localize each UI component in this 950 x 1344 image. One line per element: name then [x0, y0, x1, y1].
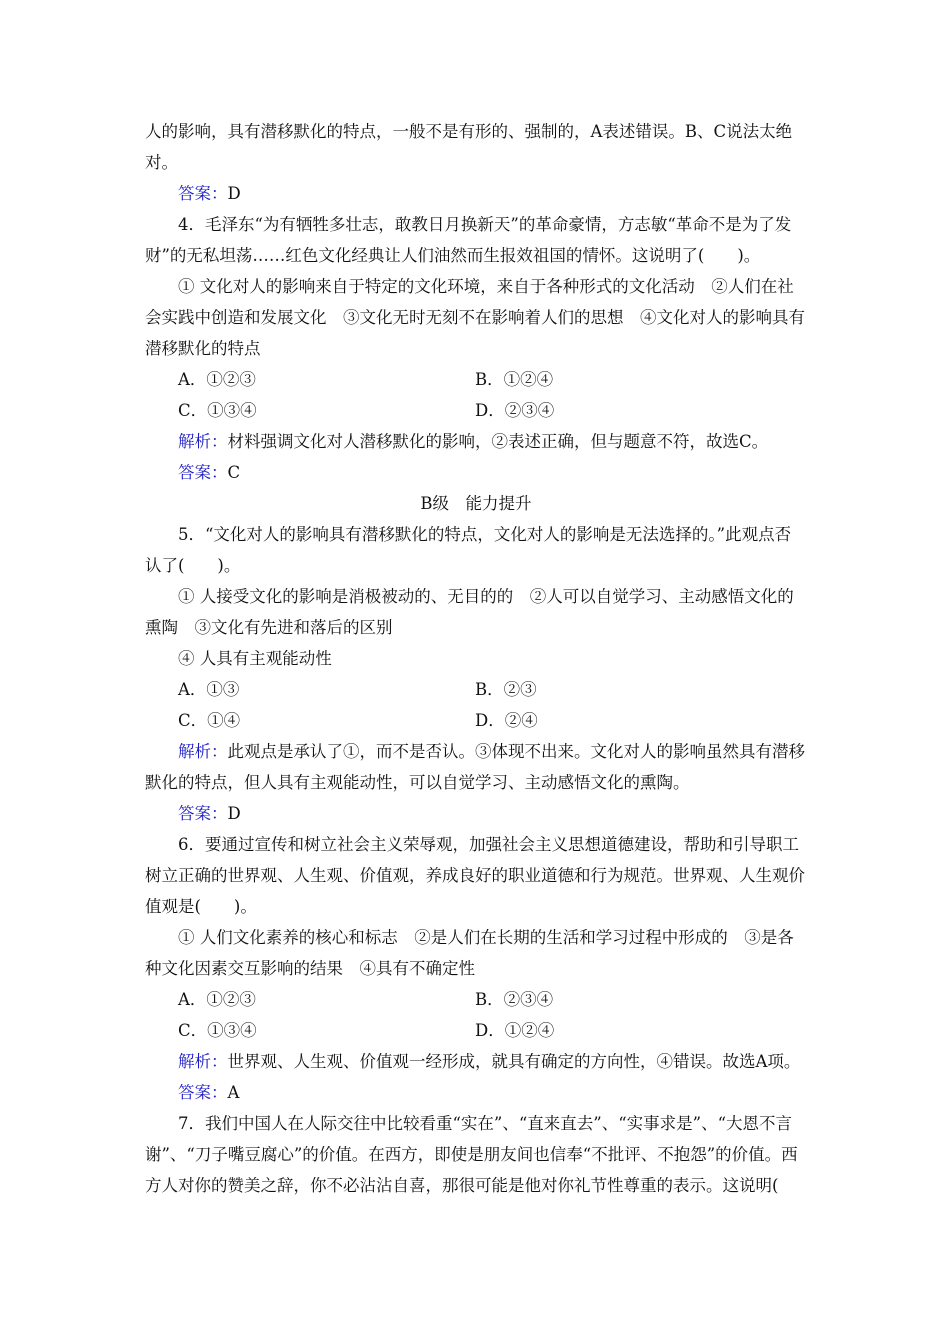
analysis-label: 解析： [178, 432, 228, 451]
option-c: C．①③④ [178, 1021, 257, 1040]
answer-value: C [227, 463, 241, 482]
option-b: B．①②④ [475, 370, 554, 389]
q5-items: ① 人接受文化的影响是消极被动的、无目的的 ②人可以自觉学习、主动感悟文化的熏陶 ③文化有先进和落后的区别 [145, 587, 794, 637]
q4-analysis [145, 426, 807, 457]
q5-analysis [145, 736, 807, 798]
answer-value: A [227, 1083, 240, 1102]
option-d: D．①②④ [475, 1021, 555, 1040]
intro-answer [145, 178, 807, 209]
q4-options-row-2 [145, 395, 807, 426]
analysis-text: 此观点是承认了①，而不是否认。③体现不出来。文化对人的影响虽然具有潜移默化的特点，但人具有主观能动性，可以自觉学习、主动感悟文化的熏陶。 [145, 742, 805, 792]
answer-label: 答案： [178, 1083, 228, 1102]
q6-options-row-1 [145, 984, 807, 1015]
option-c: C．①④ [178, 711, 241, 730]
q6-analysis [145, 1046, 807, 1077]
option-b: B．②③ [475, 680, 537, 699]
section-title: B级 能力提升 [420, 494, 532, 513]
option-b: B．②③④ [475, 990, 554, 1009]
option-a: A．①②③ [178, 990, 256, 1009]
option-a: A．①②③ [178, 370, 256, 389]
q6-options-row-2 [145, 1015, 807, 1046]
q5-stem: 5．“文化对人的影响具有潜移默化的特点，文化对人的影响是无法选择的。”此观点否认了( )。 [145, 525, 792, 575]
option-c: C．①③④ [178, 401, 257, 420]
answer-label: 答案： [178, 184, 228, 203]
analysis-label: 解析： [178, 742, 228, 761]
q7-stem: 7．我们中国人在人际交往中比较看重“实在”、“直来直去”、“实事求是”、“大恩不言谢”、“刀子嘴豆腐心”的价值。在西方，即使是朋友间也信奉“不批评、不抱怨”的价值。西方人对你的赞美之辞，你不必沾沾自喜，那很可能是他对你礼节性尊重的表示。这说明( [145, 1114, 798, 1195]
q4-options-row-1 [145, 364, 807, 395]
option-d: D．②③④ [475, 401, 555, 420]
answer-label: 答案： [178, 463, 228, 482]
analysis-text: 材料强调文化对人潜移默化的影响，②表述正确，但与题意不符，故选C。 [227, 432, 769, 451]
q5-options-row-1 [145, 674, 807, 705]
q4-items: ① 文化对人的影响来自于特定的文化环境，来自于各种形式的文化活动 ②人们在社会实践中创造和发展文化 ③文化无时无刻不在影响着人们的思想 ④文化对人的影响具有潜移默化的特点 [145, 277, 805, 358]
q5-options-row-2 [145, 705, 807, 736]
q6-items: ① 人们文化素养的核心和标志 ②是人们在长期的生活和学习过程中形成的 ③是各种文化因素交互影响的结果 ④具有不确定性 [145, 928, 794, 978]
q6-stem: 6．要通过宣传和树立社会主义荣辱观，加强社会主义思想道德建设，帮助和引导职工树立正确的世界观、人生观、价值观，养成良好的职业道德和行为规范。世界观、人生观价值观是( )。 [145, 835, 805, 916]
analysis-label: 解析： [178, 1052, 228, 1071]
q5-items-extra: ④ 人具有主观能动性 [178, 649, 332, 668]
q4-stem: 4．毛泽东“为有牺牲多壮志，敢教日月换新天”的革命豪情，方志敏“革命不是为了发财”的无私坦荡……红色文化经典让人们油然而生报效祖国的情怀。这说明了( )。 [145, 215, 792, 265]
option-d: D．②④ [475, 711, 538, 730]
q6-answer [145, 1077, 807, 1108]
document-page [145, 116, 807, 1201]
q5-answer [145, 798, 807, 829]
answer-value: D [227, 184, 241, 203]
answer-label: 答案： [178, 804, 228, 823]
q4-answer [145, 457, 807, 488]
answer-value: D [227, 804, 241, 823]
option-a: A．①③ [178, 680, 240, 699]
analysis-text: 世界观、人生观、价值观一经形成，就具有确定的方向性，④错误。故选A项。 [227, 1052, 801, 1071]
intro-text: 人的影响，具有潜移默化的特点，一般不是有形的、强制的，A表述错误。B、C说法太绝对。 [145, 122, 793, 172]
